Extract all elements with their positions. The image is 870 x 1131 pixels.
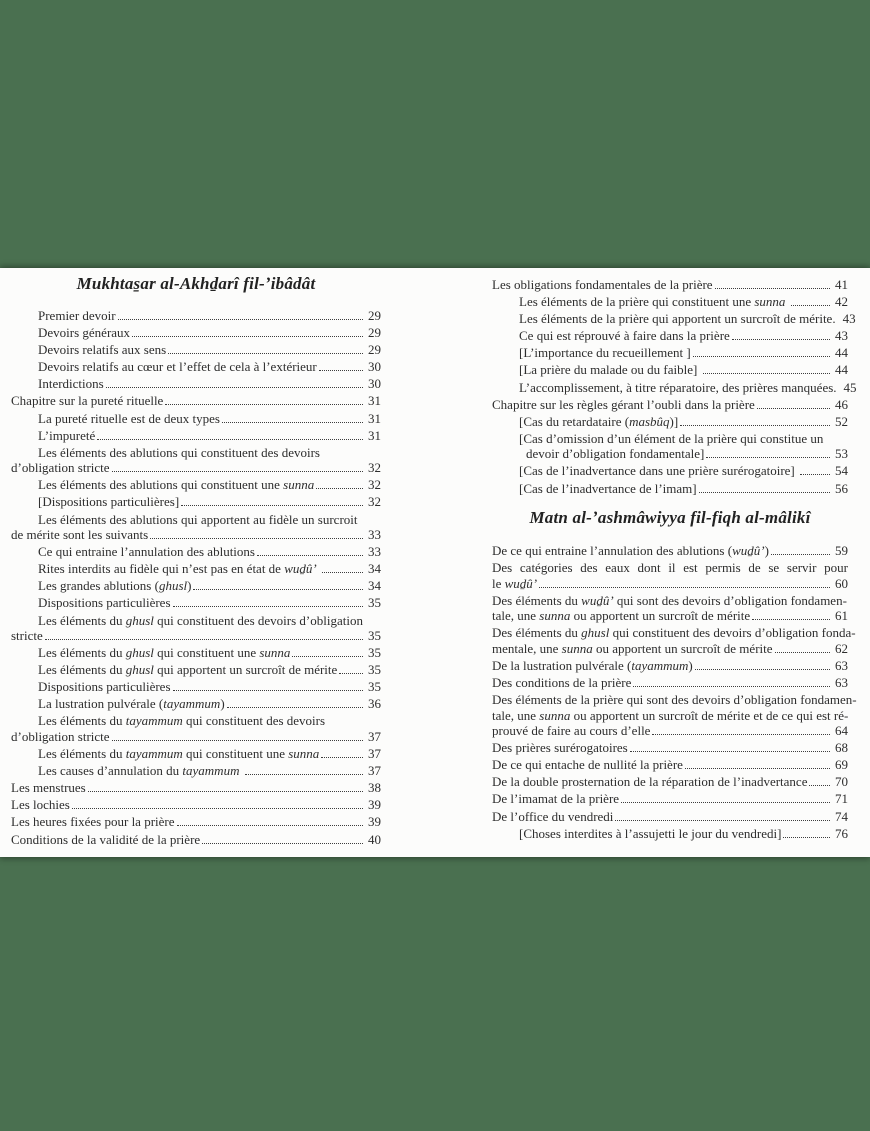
toc-entry <box>11 613 381 644</box>
toc-entry-label: De la double prosternation de la réparation de l’inadvertance <box>492 774 808 790</box>
toc-entry-label: La lustration pulvérale (tayammum) <box>38 696 225 712</box>
page-number: 42 <box>835 294 848 310</box>
page-number: 33 <box>368 544 381 560</box>
dot-leader <box>703 373 830 374</box>
toc-entry-label: Ce qui entraine l’annulation des ablutions <box>38 544 255 560</box>
dot-leader <box>193 589 363 590</box>
toc-entry-label: De l’office du vendredi <box>492 808 614 824</box>
toc-entry <box>11 696 381 712</box>
page-number: 68 <box>835 740 848 756</box>
book-spread <box>0 268 870 857</box>
toc-entry-label: [Choses interdites à l’assujetti le jour du vendredi] <box>519 825 782 841</box>
toc-entry-line <box>492 608 848 624</box>
toc-entry <box>11 376 381 392</box>
toc-entry <box>492 774 848 790</box>
page-number: 36 <box>368 696 381 712</box>
page-number: 52 <box>835 413 848 429</box>
page-number: 39 <box>368 797 381 813</box>
page-number: 37 <box>368 746 381 762</box>
toc-entry <box>492 625 856 656</box>
toc-entry-line <box>492 446 848 462</box>
toc-entry-label: De ce qui entraine l’annulation des ablutions (wuḏû’) <box>492 543 769 559</box>
toc-entry-label: [Cas de l’inadvertance de l’imam] <box>519 480 697 496</box>
toc-entry <box>492 379 857 396</box>
dot-leader <box>106 387 363 388</box>
toc-entry-label: prouvé de faire au cours d’elle <box>492 723 651 739</box>
toc-entry-line <box>492 675 848 691</box>
toc-entry <box>492 431 848 462</box>
toc-entry <box>11 746 381 762</box>
page-number: 45 <box>843 379 857 395</box>
toc-entry-label: Dispositions particulières <box>38 595 171 611</box>
toc-entry-label: tale, une sunna ou apportent un surcroît de mérite <box>492 608 751 624</box>
toc-entry <box>11 325 381 341</box>
toc-entry-line <box>11 696 381 712</box>
toc-entry-label: stricte <box>11 628 43 643</box>
dot-leader <box>88 791 363 792</box>
toc-entry <box>492 277 848 293</box>
page-number: 63 <box>835 657 848 673</box>
toc-entry-line <box>11 763 381 779</box>
toc-entry <box>492 560 848 591</box>
page-number: 33 <box>368 527 381 543</box>
toc-entry-line <box>492 311 856 327</box>
dot-leader <box>118 319 363 320</box>
dot-leader <box>695 669 830 670</box>
page-number: 40 <box>368 831 381 847</box>
toc-entry-label: Les causes d’annulation du tayammum <box>38 763 240 779</box>
toc-entry-line <box>11 561 381 577</box>
toc-entry <box>492 328 848 344</box>
toc-entry-label: Chapitre sur la pureté rituelle <box>11 393 164 409</box>
toc-entry-line <box>492 328 848 344</box>
toc-entry-label: Conditions de la validité de la prière <box>11 831 201 847</box>
dot-leader <box>227 707 363 708</box>
toc-entry-line <box>492 641 848 657</box>
page-number: 31 <box>368 393 381 409</box>
toc-entry-label: [La prière du malade ou du faible] <box>519 362 701 378</box>
toc-entry-label: Dispositions particulières <box>38 679 171 695</box>
toc-entry-label: [Cas de l’inadvertance dans une prière surérogatoire] <box>519 463 799 479</box>
left-page-toc <box>11 268 381 849</box>
toc-entry-label: [Cas du retardataire (masbûq)] <box>519 413 679 429</box>
toc-entry <box>492 692 857 739</box>
toc-entry <box>492 481 848 497</box>
dot-leader <box>292 656 363 657</box>
toc-entry-line <box>492 294 848 310</box>
page-number: 32 <box>368 460 381 476</box>
toc-entry <box>11 393 381 409</box>
dot-leader <box>321 757 363 758</box>
dot-leader <box>706 457 830 458</box>
page-number: 64 <box>835 723 848 739</box>
page-number: 59 <box>835 543 848 559</box>
toc-entry-line <box>11 544 381 560</box>
page-number: 74 <box>835 808 848 824</box>
dot-leader <box>732 339 830 340</box>
page-number: 70 <box>835 774 848 790</box>
toc-entry-line <box>492 826 848 842</box>
dot-leader <box>72 808 363 809</box>
toc-entry <box>11 797 381 813</box>
toc-entry-label: Les éléments du tayammum qui constituent une sunna <box>38 746 320 762</box>
toc-entry-label: de mérite sont les suivants <box>11 527 149 543</box>
dot-leader <box>539 587 830 588</box>
dot-leader <box>322 572 363 573</box>
toc-entry-line: Des éléments de la prière qui sont des devoirs d’obligation fondamen- <box>492 692 857 708</box>
dot-leader <box>809 785 830 786</box>
toc-entry-label: De la lustration pulvérale (tayammum) <box>492 657 693 673</box>
page-number: 44 <box>835 362 848 378</box>
toc-entry <box>492 345 848 361</box>
toc-entry-label: Interdictions <box>38 376 104 392</box>
page-number: 43 <box>835 328 848 344</box>
dot-leader <box>173 606 363 607</box>
dot-leader <box>181 505 363 506</box>
toc-entry-line <box>492 414 848 430</box>
dot-leader <box>257 555 363 556</box>
dot-leader <box>752 619 830 620</box>
dot-leader <box>771 554 830 555</box>
toc-entry-label: le wuḏû’ <box>492 575 538 591</box>
toc-entry-label: [Dispositions particulières] <box>38 494 180 510</box>
page-number: 29 <box>368 308 381 323</box>
toc-entry-line <box>11 746 381 762</box>
toc-entry-line <box>492 809 848 825</box>
page-number: 46 <box>835 396 848 412</box>
page-number: 35 <box>368 662 381 678</box>
toc-entry-label: L’accomplissement, à titre réparatoire, des prières manquées. <box>519 379 837 395</box>
toc-entry-label: Devoirs relatifs au cœur et l’effet de cela à l’extérieur <box>38 359 317 375</box>
page-number: 31 <box>368 410 381 426</box>
toc-entry-line <box>11 494 381 510</box>
dot-leader <box>245 774 363 775</box>
page-number: 61 <box>835 608 848 624</box>
toc-entry-label: Les éléments de la prière qui apportent un surcroît de mérite. <box>519 311 836 327</box>
dot-leader <box>97 439 363 440</box>
page-number: 56 <box>835 480 848 496</box>
toc-entry-label: La pureté rituelle est de deux types <box>38 410 220 426</box>
dot-leader <box>757 408 830 409</box>
page-number: 35 <box>368 645 381 661</box>
toc-entry-line: tale, une sunna ou apportent un surcroît de mérite et de ce qui est ré- <box>492 707 849 723</box>
toc-entry-line <box>492 757 848 773</box>
page-number: 39 <box>368 814 381 830</box>
dot-leader <box>621 802 830 803</box>
page-number: 53 <box>835 446 848 462</box>
toc-entry-label: Premier devoir <box>38 308 116 323</box>
dot-leader <box>319 370 363 371</box>
toc-entry-line <box>11 527 381 543</box>
toc-entry-label: Devoirs généraux <box>38 325 131 341</box>
toc-entry-line: [Cas d’omission d’un élément de la prière qui constitue un <box>519 430 824 446</box>
toc-entry-label: d’obligation stricte <box>11 460 110 476</box>
toc-entry-line: Des éléments du ghusl qui constituent des devoirs d’obligation fonda- <box>492 625 856 641</box>
toc-entry-list <box>11 308 381 847</box>
toc-entry-label: Les menstrues <box>11 780 86 796</box>
toc-entry-line <box>11 428 381 444</box>
toc-entry-label: L’impureté <box>38 427 96 443</box>
toc-entry-label: Les éléments du ghusl qui apportent un surcroît de mérite <box>38 662 338 678</box>
dot-leader <box>177 825 363 826</box>
toc-entry-line <box>11 645 381 661</box>
toc-entry-line <box>11 814 381 830</box>
page-number: 62 <box>835 640 848 656</box>
page-number: 35 <box>368 595 381 611</box>
dot-leader <box>680 425 830 426</box>
toc-entry <box>11 445 381 476</box>
toc-entry-label: Ce qui est réprouvé à faire dans la prière <box>519 328 730 344</box>
toc-entry-line <box>11 376 381 392</box>
toc-entry <box>11 411 381 427</box>
toc-entry-label: mentale, une sunna ou apportent un surcroît de mérite <box>492 640 773 656</box>
toc-entry-list <box>492 277 857 496</box>
dot-leader <box>775 652 830 653</box>
toc-entry <box>492 311 856 327</box>
toc-entry-line <box>492 723 848 739</box>
toc-entry-line <box>492 397 848 413</box>
dot-leader <box>202 843 363 844</box>
toc-entry-label: Des conditions de la prière <box>492 675 632 690</box>
dot-leader <box>112 740 363 741</box>
toc-entry <box>492 791 848 807</box>
toc-entry <box>492 362 848 378</box>
toc-entry-line <box>492 481 848 497</box>
dot-leader <box>112 471 363 472</box>
toc-entry <box>11 832 381 848</box>
toc-entry-line <box>11 578 381 594</box>
toc-entry-line <box>492 345 848 361</box>
toc-entry <box>11 342 381 358</box>
toc-entry-line <box>11 679 381 695</box>
toc-entry-label: [L’importance du recueillement ] <box>519 345 691 361</box>
page-number: 31 <box>368 427 381 443</box>
toc-entry <box>11 645 381 661</box>
page-number: 34 <box>368 578 381 594</box>
toc-entry-label: Devoirs relatifs aux sens <box>38 342 167 358</box>
toc-entry <box>11 763 381 779</box>
toc-entry <box>492 414 848 430</box>
dot-leader <box>783 837 830 838</box>
toc-entry <box>492 675 848 691</box>
right-page-toc <box>492 268 857 843</box>
toc-entry-label: Les obligations fondamentales de la prière <box>492 277 713 292</box>
page-number: 41 <box>835 277 848 292</box>
toc-entry <box>492 294 848 310</box>
toc-entry <box>492 593 848 624</box>
page-number: 30 <box>368 359 381 375</box>
dot-leader <box>685 768 830 769</box>
toc-entry-line <box>11 411 381 427</box>
toc-entry <box>492 397 848 413</box>
toc-entry-label: Des prières surérogatoires <box>492 740 628 756</box>
toc-entry-line: Les éléments du tayammum qui constituent des devoirs <box>38 713 326 729</box>
dot-leader <box>45 639 363 640</box>
toc-entry-list <box>492 543 857 841</box>
toc-entry <box>11 578 381 594</box>
toc-entry-line <box>11 595 381 611</box>
page-number: 60 <box>835 575 848 591</box>
toc-entry-line: Les éléments du ghusl qui constituent des devoirs d’obligation <box>38 612 363 628</box>
dot-leader <box>699 492 830 493</box>
page-number: 63 <box>835 675 848 690</box>
toc-entry <box>492 826 848 842</box>
toc-entry-line <box>11 308 381 324</box>
toc-entry-label: Les heures fixées pour la prière <box>11 814 175 830</box>
toc-entry-line: Les éléments des ablutions qui constituent des devoirs <box>38 444 320 460</box>
toc-entry-label: devoir d’obligation fondamentale] <box>526 446 705 462</box>
page-number: 38 <box>368 780 381 796</box>
page-number: 54 <box>835 463 848 479</box>
page-number: 43 <box>842 311 856 327</box>
page-number: 30 <box>368 376 381 392</box>
page-number: 76 <box>835 825 848 841</box>
dot-leader <box>150 538 363 539</box>
dot-leader <box>615 820 830 821</box>
toc-entry-label: Les lochies <box>11 797 70 813</box>
toc-entry <box>492 543 848 559</box>
toc-entry <box>492 658 848 674</box>
toc-entry-line <box>11 359 381 375</box>
toc-entry-line <box>11 460 381 476</box>
dot-leader <box>800 474 830 475</box>
dot-leader <box>633 686 830 687</box>
toc-entry <box>11 662 381 678</box>
toc-entry-label: Les éléments de la prière qui constituent une sunna <box>519 294 786 310</box>
dot-leader <box>165 404 363 405</box>
page-number: 35 <box>368 628 381 643</box>
dot-leader <box>715 288 830 289</box>
dot-leader <box>168 353 363 354</box>
page-number: 29 <box>368 342 381 358</box>
section-title-akhdari: Mukhtas̱ar al-Akhḏarî fil-ʼibâdât <box>76 274 316 293</box>
toc-entry-line <box>492 379 857 396</box>
toc-entry-line: Les éléments des ablutions qui apportent au fidèle un surcroit <box>38 511 358 527</box>
toc-entry-line <box>11 797 381 813</box>
toc-entry <box>492 757 848 773</box>
toc-entry-line <box>492 576 848 592</box>
toc-entry-label: De l’imamat de la prière <box>492 791 620 807</box>
toc-entry <box>492 809 848 825</box>
toc-entry-label: Les grandes ablutions (ghusl) <box>38 578 192 594</box>
toc-entry-line <box>492 774 848 790</box>
toc-entry <box>11 477 381 493</box>
toc-entry-line: Des catégories des eaux dont il est permis de se servir pour <box>492 560 848 576</box>
toc-entry <box>11 679 381 695</box>
toc-entry <box>492 740 848 756</box>
toc-entry-line <box>11 325 381 341</box>
toc-entry-line <box>492 543 848 559</box>
toc-entry-line <box>11 832 381 848</box>
dot-leader <box>132 336 363 337</box>
toc-entry-line <box>492 791 848 807</box>
toc-entry-line: Des éléments du wuḏû’ qui sont des devoirs d’obligation fondamen- <box>492 592 847 608</box>
toc-entry-label: Rites interdits au fidèle qui n’est pas en état de wuḏû’ <box>38 561 317 577</box>
toc-entry-label: d’obligation stricte <box>11 728 110 744</box>
dot-leader <box>316 488 363 489</box>
toc-entry <box>11 359 381 375</box>
page-number: 69 <box>835 757 848 773</box>
page-number: 34 <box>368 561 381 577</box>
toc-entry <box>11 595 381 611</box>
dot-leader <box>652 734 830 735</box>
toc-entry <box>11 428 381 444</box>
page-number: 35 <box>368 679 381 695</box>
toc-entry-line <box>492 740 848 756</box>
toc-entry-line <box>11 477 381 493</box>
toc-entry <box>492 463 848 479</box>
toc-entry <box>11 561 381 577</box>
toc-entry <box>11 544 381 560</box>
toc-entry-line <box>492 658 848 674</box>
toc-entry <box>11 814 381 830</box>
page-number: 32 <box>368 477 381 493</box>
toc-entry-label: Les éléments du ghusl qui constituent une sunna <box>38 645 291 661</box>
dot-leader <box>173 690 363 691</box>
page-number: 29 <box>368 325 381 341</box>
toc-entry-line <box>492 362 848 378</box>
toc-entry-line <box>11 662 381 678</box>
page-number: 37 <box>368 763 381 779</box>
dot-leader <box>339 673 363 674</box>
page-number: 37 <box>368 728 381 744</box>
toc-entry-line <box>492 277 848 293</box>
toc-entry <box>11 512 381 543</box>
section-title-ashmawiyya: Matn al-ʼashmâwiyya fil-fiqh al-mâlikî <box>529 508 811 528</box>
dot-leader <box>693 356 830 357</box>
page-number: 32 <box>368 494 381 510</box>
toc-entry-line <box>11 628 381 644</box>
toc-entry-label: Les éléments des ablutions qui constituent une sunna <box>38 477 315 493</box>
page-number: 71 <box>835 791 848 807</box>
dot-leader <box>791 305 830 306</box>
toc-entry-label: De ce qui entache de nullité la prière <box>492 757 683 773</box>
toc-entry-line <box>11 729 381 745</box>
toc-entry <box>11 713 381 744</box>
toc-entry-label: Chapitre sur les règles gérant l’oubli dans la prière <box>492 396 755 412</box>
toc-entry <box>11 494 381 510</box>
toc-entry <box>11 780 381 796</box>
dot-leader <box>222 422 363 423</box>
toc-entry-line <box>11 780 381 796</box>
dot-leader <box>630 751 830 752</box>
toc-entry-line <box>492 463 848 479</box>
toc-entry <box>11 308 381 324</box>
page-number: 44 <box>835 345 848 361</box>
toc-entry-line <box>11 342 381 358</box>
toc-entry-line <box>11 393 381 409</box>
